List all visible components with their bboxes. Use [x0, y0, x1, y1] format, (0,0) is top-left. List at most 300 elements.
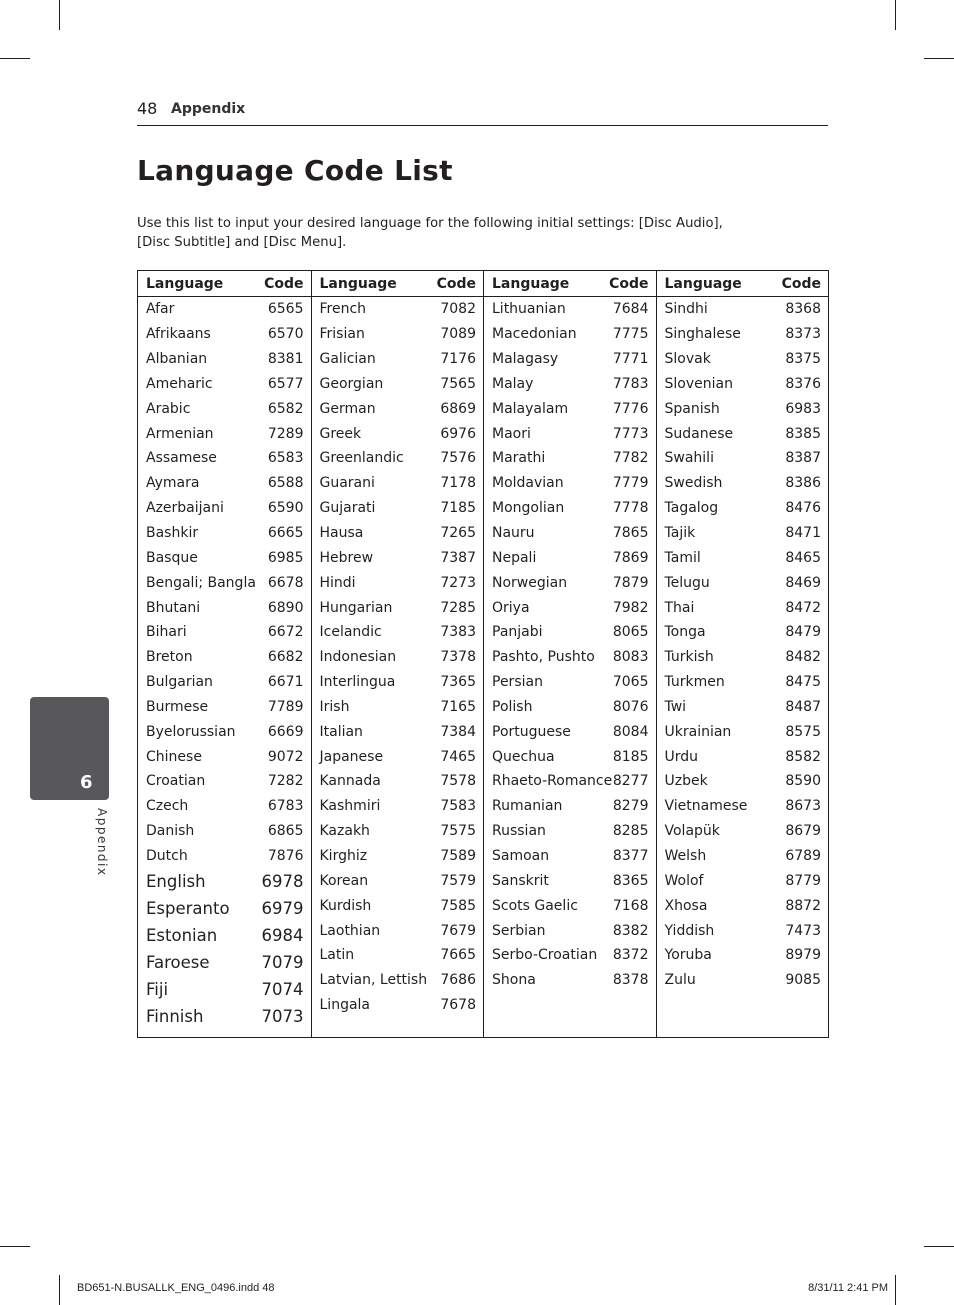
table-row [492, 421, 649, 446]
header-code: Code [264, 275, 304, 292]
table-row [492, 521, 649, 546]
table-row [320, 918, 477, 943]
table-row [320, 819, 477, 844]
table-row [665, 396, 822, 421]
language-name: Interlingua [319, 674, 396, 691]
language-code: 7779 [612, 475, 649, 492]
crop-mark [924, 58, 954, 59]
language-code: 6682 [267, 649, 304, 666]
language-code: 8872 [785, 897, 821, 914]
language-code: 7384 [440, 723, 476, 740]
language-name: Xhosa [664, 897, 708, 914]
language-code: 7776 [612, 400, 649, 417]
language-name: Galician [319, 351, 376, 368]
language-code: 7387 [440, 549, 476, 566]
table-row [665, 347, 822, 372]
language-code: 7879 [612, 574, 649, 591]
language-code: 8387 [785, 450, 821, 467]
language-name: Bulgarian [146, 674, 213, 691]
language-code: 7585 [440, 897, 476, 914]
table-row [665, 645, 822, 670]
language-code: 6565 [267, 301, 304, 318]
table-row [146, 372, 304, 397]
language-name: Bashkir [146, 525, 199, 542]
language-code: 8979 [785, 947, 821, 964]
language-code: 8575 [785, 723, 821, 740]
language-code: 7686 [440, 972, 476, 989]
language-code: 7869 [612, 549, 649, 566]
language-code: 7684 [612, 301, 649, 318]
table-row [665, 446, 822, 471]
language-name: Polish [492, 698, 533, 715]
language-name: Samoan [492, 847, 550, 864]
language-name: Greenlandic [319, 450, 404, 467]
table-row [320, 297, 477, 322]
language-code: 6588 [267, 475, 304, 492]
language-name: Welsh [664, 847, 707, 864]
language-name: Macedonian [492, 326, 577, 343]
language-name: Oriya [492, 599, 530, 616]
table-row [492, 670, 649, 695]
table-row [665, 471, 822, 496]
language-name: Ukrainian [664, 723, 732, 740]
language-code: 8472 [785, 599, 821, 616]
crop-mark [895, 0, 896, 30]
table-row [492, 794, 649, 819]
language-name: Italian [319, 723, 363, 740]
table-row [146, 769, 304, 794]
header-code: Code [436, 275, 476, 292]
language-name: Czech [146, 798, 189, 815]
language-code: 8590 [785, 773, 821, 790]
table-row [146, 620, 304, 645]
language-name: Ameharic [146, 375, 213, 392]
language-code: 6672 [267, 624, 304, 641]
language-name: Estonian [146, 926, 218, 946]
table-row [320, 744, 477, 769]
table-row [492, 396, 649, 421]
table-row [665, 744, 822, 769]
language-code: 8372 [612, 947, 649, 964]
language-code: 7583 [440, 798, 476, 815]
language-name: Serbo-Croatian [492, 947, 598, 964]
language-name: Sudanese [664, 425, 734, 442]
language-code: 7289 [267, 425, 304, 442]
language-name: Zulu [664, 972, 696, 989]
language-name: Sanskrit [492, 872, 549, 889]
language-name: Albanian [146, 351, 208, 368]
language-name: Malagasy [492, 351, 559, 368]
header-code: Code [609, 275, 649, 292]
language-name: Rhaeto-Romance [492, 773, 613, 790]
table-row [665, 322, 822, 347]
table-row [492, 297, 649, 322]
language-code: 8373 [785, 326, 821, 343]
language-name: Mongolian [492, 500, 565, 517]
table-row [320, 645, 477, 670]
table-row [320, 844, 477, 869]
language-code: 7876 [267, 847, 304, 864]
language-code: 8076 [612, 698, 649, 715]
language-code: 6570 [267, 326, 304, 343]
language-code: 8368 [785, 301, 821, 318]
table-row [146, 421, 304, 446]
intro-line: [Disc Subtitle] and [Disc Menu]. [137, 235, 347, 250]
page-title: Language Code List [137, 154, 453, 187]
header-language: Language [492, 275, 570, 292]
language-name: Telugu [664, 574, 710, 591]
table-row [320, 769, 477, 794]
language-code: 8386 [785, 475, 821, 492]
table-row [146, 595, 304, 620]
language-code: 7865 [612, 525, 649, 542]
language-name: Icelandic [319, 624, 382, 641]
language-name: Kurdish [319, 897, 372, 914]
language-name: Hausa [319, 525, 364, 542]
language-name: Faroese [146, 953, 210, 973]
language-name: Gujarati [319, 500, 376, 517]
language-code: 7178 [440, 475, 476, 492]
language-name: Nauru [492, 525, 535, 542]
language-code: 6783 [267, 798, 304, 815]
crop-mark [924, 1246, 954, 1247]
table-row [665, 545, 822, 570]
language-name: Latin [319, 947, 355, 964]
table-row [320, 496, 477, 521]
language-code-table [137, 270, 829, 1038]
table-row [665, 521, 822, 546]
language-code: 8375 [785, 351, 821, 368]
language-name: Georgian [319, 375, 384, 392]
table-row [665, 769, 822, 794]
language-code: 7079 [261, 953, 304, 973]
language-name: Burmese [146, 698, 209, 715]
chapter-label: Appendix [95, 808, 109, 877]
table-column [311, 271, 484, 1037]
language-name: Rumanian [492, 798, 563, 815]
language-code: 7576 [440, 450, 476, 467]
language-code: 8277 [612, 773, 649, 790]
table-row [146, 868, 304, 895]
language-name: Slovenian [664, 375, 733, 392]
table-row [492, 620, 649, 645]
language-name: Serbian [492, 922, 546, 939]
table-row [665, 570, 822, 595]
table-column [656, 271, 829, 1037]
language-code: 7082 [440, 301, 476, 318]
language-name: Urdu [664, 748, 699, 765]
table-row [665, 670, 822, 695]
table-row [320, 968, 477, 993]
language-name: Aymara [146, 475, 200, 492]
table-row [665, 421, 822, 446]
language-code: 7782 [612, 450, 649, 467]
language-code: 7579 [440, 872, 476, 889]
language-code: 6976 [440, 425, 476, 442]
language-name: Latvian, Lettish [319, 972, 428, 989]
table-row [320, 471, 477, 496]
header-language: Language [664, 275, 742, 292]
language-code: 7074 [261, 980, 304, 1000]
table-row [146, 819, 304, 844]
language-name: Twi [664, 698, 687, 715]
language-code: 6789 [785, 847, 821, 864]
table-row [492, 968, 649, 993]
language-code: 8673 [785, 798, 821, 815]
language-name: Russian [492, 823, 546, 840]
language-code: 6669 [267, 723, 304, 740]
table-row [146, 719, 304, 744]
language-code: 7285 [440, 599, 476, 616]
table-row [320, 545, 477, 570]
chapter-tab [30, 697, 109, 800]
table-row [146, 744, 304, 769]
language-name: Greek [319, 425, 362, 442]
language-code: 8382 [612, 922, 649, 939]
table-row [320, 893, 477, 918]
intro-text [137, 214, 737, 252]
language-code: 6583 [267, 450, 304, 467]
language-code: 8378 [612, 972, 649, 989]
table-row [146, 396, 304, 421]
column-header [138, 271, 311, 297]
language-name: Swahili [664, 450, 714, 467]
language-name: Indonesian [319, 649, 397, 666]
table-row [492, 719, 649, 744]
language-name: Norwegian [492, 574, 568, 591]
language-name: Tonga [664, 624, 706, 641]
header-code: Code [781, 275, 821, 292]
table-row [492, 570, 649, 595]
language-name: Bihari [146, 624, 187, 641]
table-row [665, 372, 822, 397]
table-row [146, 794, 304, 819]
table-row [146, 471, 304, 496]
language-name: Lithuanian [492, 301, 566, 318]
language-code: 7265 [440, 525, 476, 542]
language-name: Lingala [319, 997, 370, 1014]
language-code: 8377 [612, 847, 649, 864]
language-name: Frisian [319, 326, 365, 343]
language-code: 7165 [440, 698, 476, 715]
table-row [146, 922, 304, 949]
language-name: Malayalam [492, 400, 569, 417]
language-name: Irish [319, 698, 350, 715]
language-name: Turkish [664, 649, 714, 666]
language-code: 8279 [612, 798, 649, 815]
table-row [492, 744, 649, 769]
language-name: Thai [664, 599, 695, 616]
table-row [492, 545, 649, 570]
chapter-number: 6 [80, 772, 93, 793]
language-name: Chinese [146, 748, 202, 765]
table-row [320, 595, 477, 620]
language-code: 9072 [267, 748, 304, 765]
language-code: 7465 [440, 748, 476, 765]
language-code: 8679 [785, 823, 821, 840]
page-header [137, 99, 828, 126]
footer-date: 8/31/11 2:41 PM [808, 1282, 888, 1294]
table-row [146, 844, 304, 869]
language-code: 7473 [785, 922, 821, 939]
language-name: Afrikaans [146, 326, 211, 343]
header-language: Language [319, 275, 397, 292]
language-name: Tajik [664, 525, 696, 542]
language-code: 7982 [612, 599, 649, 616]
language-code: 7679 [440, 922, 476, 939]
language-code: 7378 [440, 649, 476, 666]
table-row [492, 322, 649, 347]
language-code: 6577 [267, 375, 304, 392]
table-row [492, 372, 649, 397]
language-code: 7678 [440, 997, 476, 1014]
language-code: 8083 [612, 649, 649, 666]
crop-mark [895, 1275, 896, 1305]
table-row [320, 322, 477, 347]
language-code: 7778 [612, 500, 649, 517]
table-row [492, 471, 649, 496]
language-name: Esperanto [146, 899, 230, 919]
language-code: 6678 [267, 574, 304, 591]
section-name: Appendix [171, 101, 246, 117]
table-row [665, 968, 822, 993]
language-code: 7789 [267, 698, 304, 715]
table-row [320, 993, 477, 1018]
language-name: Kirghiz [319, 847, 368, 864]
footer-file-info: BD651-N.BUSALLK_ENG_0496.indd 48 [77, 1282, 275, 1294]
language-name: Pashto, Pushto [492, 649, 595, 666]
crop-mark [0, 1246, 30, 1247]
language-name: Croatian [146, 773, 206, 790]
table-row [492, 496, 649, 521]
table-row [665, 868, 822, 893]
language-code: 6978 [261, 872, 304, 892]
column-header [484, 271, 656, 297]
table-row [320, 396, 477, 421]
table-row [146, 446, 304, 471]
language-code: 6890 [267, 599, 304, 616]
language-code: 8471 [785, 525, 821, 542]
table-row [492, 868, 649, 893]
table-row [492, 347, 649, 372]
language-code: 8465 [785, 549, 821, 566]
language-name: Nepali [492, 549, 537, 566]
language-name: French [319, 301, 367, 318]
language-code: 8479 [785, 624, 821, 641]
language-code: 7589 [440, 847, 476, 864]
table-row [665, 719, 822, 744]
table-row [320, 446, 477, 471]
crop-mark [59, 0, 60, 30]
language-name: Shona [492, 972, 536, 989]
language-code: 7365 [440, 674, 476, 691]
language-name: Laothian [319, 922, 381, 939]
language-name: Hebrew [319, 549, 374, 566]
language-name: English [146, 872, 206, 892]
language-name: Maori [492, 425, 531, 442]
language-code: 6665 [267, 525, 304, 542]
language-name: Assamese [146, 450, 217, 467]
table-row [320, 570, 477, 595]
table-row [320, 372, 477, 397]
language-code: 8779 [785, 872, 821, 889]
language-code: 6590 [267, 500, 304, 517]
language-name: Bhutani [146, 599, 201, 616]
language-code: 8381 [267, 351, 304, 368]
column-header [657, 271, 829, 297]
table-row [492, 844, 649, 869]
table-row [320, 521, 477, 546]
language-code: 8582 [785, 748, 821, 765]
language-code: 7665 [440, 947, 476, 964]
language-code: 7073 [261, 1007, 304, 1027]
language-name: Azerbaijani [146, 500, 224, 517]
language-name: Tamil [664, 549, 701, 566]
language-name: Arabic [146, 400, 191, 417]
table-row [665, 819, 822, 844]
crop-mark [0, 58, 30, 59]
language-code: 8475 [785, 674, 821, 691]
table-row [146, 521, 304, 546]
language-name: Kannada [319, 773, 381, 790]
table-row [146, 496, 304, 521]
table-row [146, 297, 304, 322]
language-code: 6582 [267, 400, 304, 417]
language-name: Spanish [664, 400, 720, 417]
language-code: 8185 [612, 748, 649, 765]
table-row [146, 645, 304, 670]
language-code: 8469 [785, 574, 821, 591]
table-row [665, 695, 822, 720]
language-name: Fiji [146, 980, 169, 1000]
table-column [138, 271, 311, 1037]
language-name: Dutch [146, 847, 188, 864]
language-code: 8385 [785, 425, 821, 442]
table-row [492, 769, 649, 794]
language-name: Armenian [146, 425, 214, 442]
language-name: Kashmiri [319, 798, 381, 815]
language-code: 8285 [612, 823, 649, 840]
language-code: 7185 [440, 500, 476, 517]
table-row [146, 895, 304, 922]
language-name: German [319, 400, 376, 417]
table-row [665, 918, 822, 943]
language-code: 7578 [440, 773, 476, 790]
table-row [492, 893, 649, 918]
language-code: 7168 [612, 897, 649, 914]
language-code: 8487 [785, 698, 821, 715]
language-code: 7089 [440, 326, 476, 343]
table-row [492, 595, 649, 620]
language-code: 8476 [785, 500, 821, 517]
language-code: 6985 [267, 549, 304, 566]
table-row [665, 496, 822, 521]
table-row [146, 695, 304, 720]
language-name: Portuguese [492, 723, 571, 740]
language-code: 7783 [612, 375, 649, 392]
language-name: Volapük [664, 823, 720, 840]
language-name: Tagalog [664, 500, 719, 517]
language-code: 6865 [267, 823, 304, 840]
language-name: Marathi [492, 450, 546, 467]
language-code: 7273 [440, 574, 476, 591]
language-name: Persian [492, 674, 543, 691]
language-name: Bengali; Bangla [146, 574, 256, 591]
language-name: Afar [146, 301, 175, 318]
language-name: Uzbek [664, 773, 708, 790]
table-row [665, 595, 822, 620]
language-name: Swedish [664, 475, 723, 492]
